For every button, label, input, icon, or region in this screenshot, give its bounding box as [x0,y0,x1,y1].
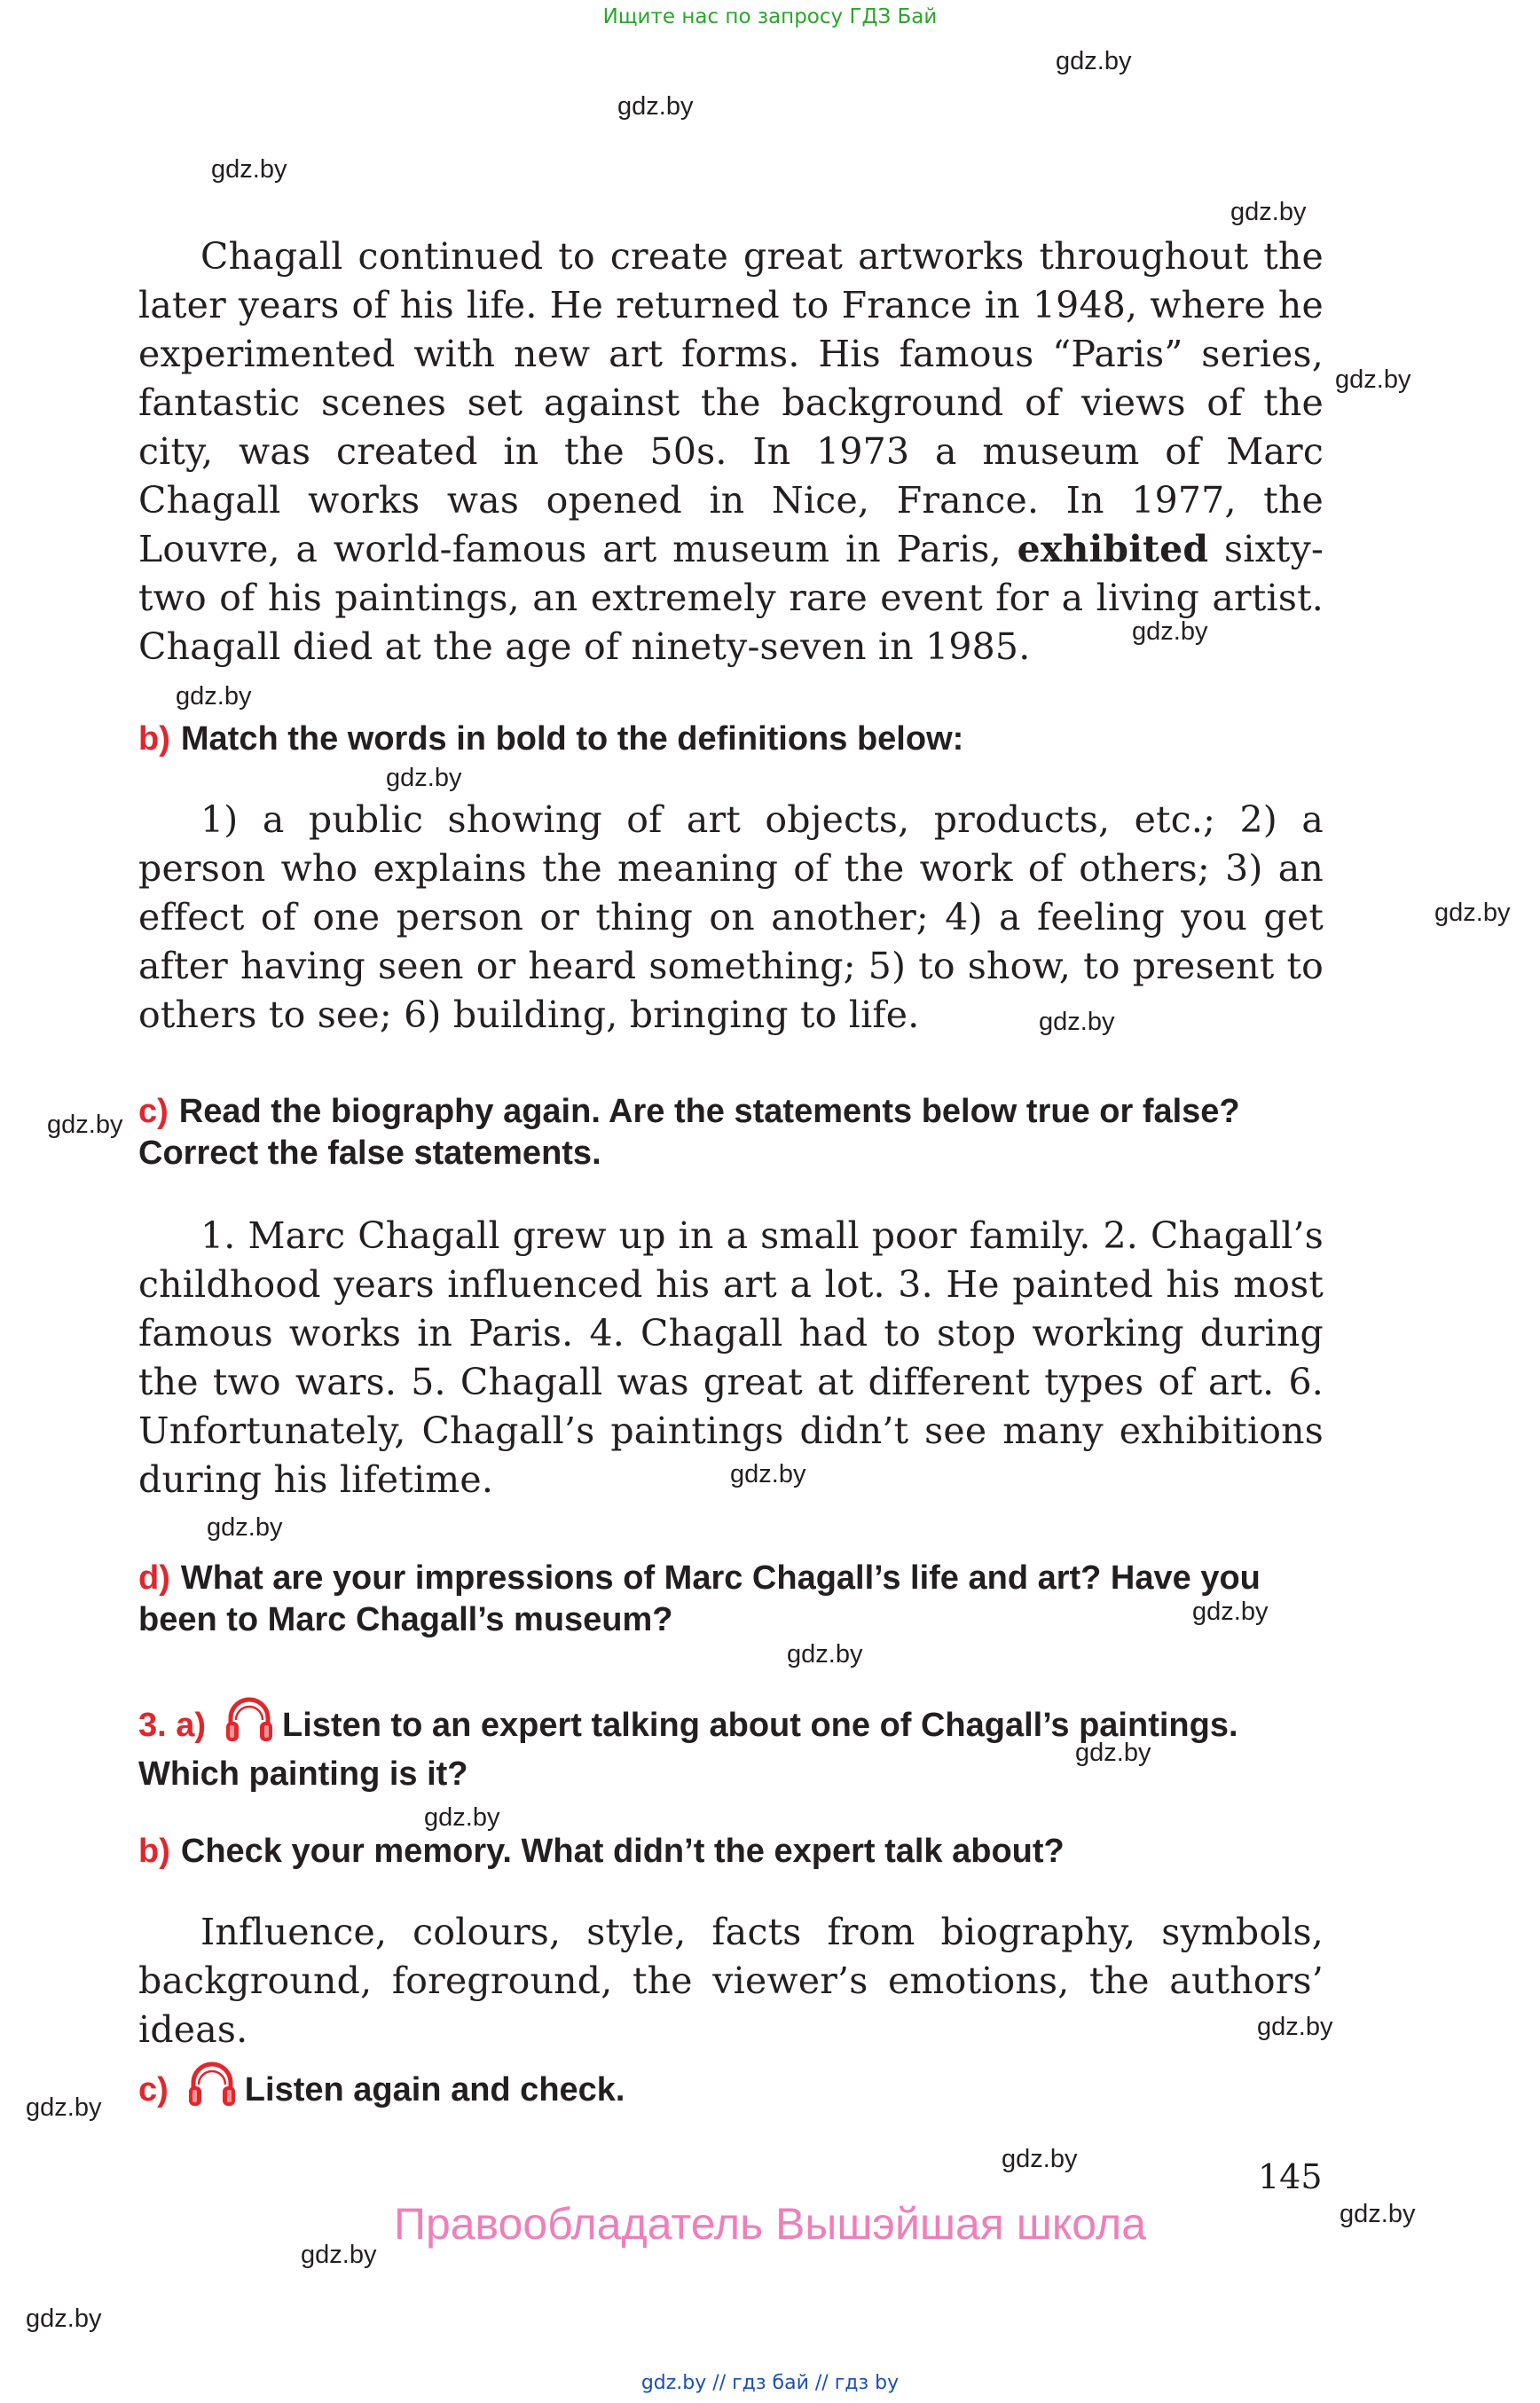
task-c-heading: c) Read the biography again. Are the statements below true or false? Correct the false statements. [138,1093,1240,1172]
task-label: 3. a) [138,1707,207,1744]
watermark: gdz.by [301,2241,377,2269]
task-b-heading: b) Match the words in bold to the definitions below: [138,720,964,758]
watermark: gdz.by [1335,365,1411,394]
watermark: gdz.by [730,1460,806,1488]
top-search-note: Ищите нас по запросу ГДЗ Бай [602,5,938,28]
watermark: gdz.by [1132,617,1208,646]
watermark: gdz.by [1340,2200,1416,2228]
watermark: gdz.by [176,682,252,711]
watermark: gdz.by [26,2093,102,2122]
watermark: gdz.by [207,1513,283,1542]
bold-word-exhibited: exhibited [1017,528,1209,570]
copyright-notice: Правообладатель Вышэйшая школа [394,2199,1146,2249]
watermark: gdz.by [1230,198,1307,226]
task-3b-heading: b) Check your memory. What didn’t the expert talk about? [138,1833,1065,1870]
watermark: gdz.by [617,92,694,121]
topics-paragraph: Influence, colours, style, facts from biography, symbols, background, foreground, the viewer’s emotions, the authors’ ideas. [138,1911,1324,2051]
task-label: d) [138,1559,170,1597]
footer-links: gdz.by // гдз бай // гдз by [640,2372,900,2394]
headphones-icon [224,1693,275,1754]
task-label: b) [138,1833,170,1870]
watermark: gdz.by [1039,1008,1115,1036]
definitions-paragraph: 1) a public showing of art objects, products, etc.; 2) a person who explains the meaning of the work of others; 3) an effect of one person or thing on another; 4) a feeling you get after having seen or heard something; 5) to show, to present to others to see; 6) building, bringing to life. [138,798,1324,1036]
biography-paragraph: Chagall continued to create great artworks throughout the later years of his life. He returned to France in 1948, where he experimented with new art forms. His famous “Paris” series, fantastic scenes set against the background of views of the city, was created in the 50s. In 1973 a museum of Marc Chagall works was opened in Nice, France. In 1977, the Louvre, a world-famous art museum in Paris, exhibited sixty-two of his paintings, an extremely rare event for a living artist. Chagall died at the age of ninety-seven in 1985. [138,235,1324,668]
watermark: gdz.by [1434,899,1511,927]
task-3c-heading: c) Listen again and check. [138,2058,1332,2118]
watermark: gdz.by [424,1803,500,1832]
task-d-heading: d) What are your impressions of Marc Chagall’s life and art? Have you been to Marc Chagall’s museum? [138,1559,1261,1638]
task-label: b) [138,720,170,758]
headphones-icon [186,2058,238,2118]
watermark: gdz.by [211,155,287,184]
watermark: gdz.by [26,2305,102,2333]
watermark: gdz.by [1075,1739,1151,1767]
task-3a-heading: 3. a) Listen to an expert talking about one of Chagall’s paintings. Which painting is it? [138,1693,1332,1795]
page-number: 145 [1258,2157,1323,2196]
watermark: gdz.by [1192,1598,1269,1626]
task-label: c) [138,2071,169,2109]
watermark: gdz.by [386,764,462,792]
watermark: gdz.by [1257,2013,1333,2041]
watermark: gdz.by [1056,47,1132,75]
task-label: c) [138,1093,169,1130]
watermark: gdz.by [787,1640,863,1669]
statements-paragraph: 1. Marc Chagall grew up in a small poor family. 2. Chagall’s childhood years influenced his art a lot. 3. He painted his most famous works in Paris. 4. Chagall had to stop working during the two wars. 5. Chagall was great at different types of art. 6. Unfortunately, Chagall’s paintings didn’t see many exhibitions during his lifetime. [138,1214,1324,1501]
watermark: gdz.by [1002,2145,1078,2173]
watermark: gdz.by [47,1111,123,1139]
